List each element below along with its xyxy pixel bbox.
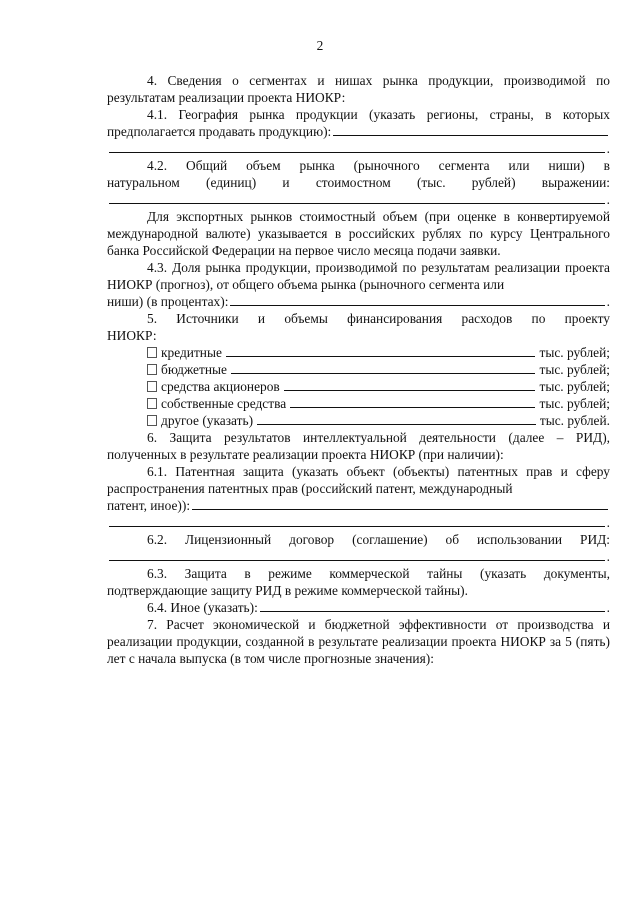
s4-export-note: Для экспортных рынков стоимостный объем (при оценке в конвертируемой международной валюте) указывается в российских рублях по курсу Центрального банка Российской Федерации на первое число месяца подачи заявки. <box>107 209 610 258</box>
s5-item-label: собственные средства <box>161 396 287 411</box>
s4-2-answer-line <box>107 191 610 208</box>
s5-item-blank[interactable] <box>231 361 536 374</box>
s4-2-end-dot: . <box>606 192 610 207</box>
s4-title-line1: 4. Сведения о сегментах и нишах рынка продукции, производимой по <box>147 73 610 88</box>
document-body <box>107 72 610 667</box>
s5-item-unit: тыс. рублей; <box>539 379 610 394</box>
s4-2-line2: натуральном (единиц) и стоимостном (тыс. рублей) выражении: <box>107 175 610 190</box>
s5-item-blank[interactable] <box>290 395 535 408</box>
s5-item-credit <box>107 344 610 361</box>
checkbox-icon[interactable] <box>147 381 157 392</box>
s6-4-end-dot: . <box>606 600 610 615</box>
s6-2-answer-line <box>107 548 610 565</box>
checkbox-icon[interactable] <box>147 415 157 426</box>
s5-item-unit: тыс. рублей; <box>539 362 610 377</box>
s5-item-unit: тыс. рублей; <box>539 396 610 411</box>
s4-1-label: предполагается продавать продукцию): <box>107 124 332 139</box>
s6-4-answer-line <box>107 599 610 616</box>
s5-item-shareholders <box>107 378 610 395</box>
s4-1-answer-line <box>107 123 610 140</box>
s6-4-label: 6.4. Иное (указать): <box>147 600 258 615</box>
s4-3-label: ниши) (в процентах): <box>107 294 229 309</box>
checkbox-icon[interactable] <box>147 364 157 375</box>
s4-1-blank2[interactable] <box>109 140 605 153</box>
s4-title-line2: результатам реализации проекта НИОКР: <box>107 90 346 105</box>
s4-3-text: 4.3. Доля рынка продукции, производимой по результатам реализации проекта НИОКР (прогноз), от общего объема рынка (рыночного сегмента или <box>107 260 610 292</box>
s4-1-line1: 4.1. География рынка продукции (указать регионы, страны, в которых <box>147 107 610 122</box>
s4-1-answer-line2 <box>107 140 610 157</box>
s5-item-other <box>107 412 610 429</box>
s6-title: 6. Защита результатов интеллектуальной деятельности (далее – РИД), полученных в результате реализации проекта НИОКР (при наличии): <box>107 430 610 462</box>
s4-3-answer-line <box>107 293 610 310</box>
s6-1-blank[interactable] <box>192 497 608 510</box>
s5-item-unit: тыс. рублей. <box>539 413 610 428</box>
s5-item-label: другое (указать) <box>161 413 254 428</box>
page-number: 2 <box>316 38 324 53</box>
s5-title-line1: 5. Источники и объемы финансирования расходов по проекту <box>147 311 610 326</box>
s5-item-label: кредитные <box>161 345 222 360</box>
s5-item-budget <box>107 361 610 378</box>
s6-1-answer-line <box>107 497 610 514</box>
s4-1-blank[interactable] <box>333 123 608 136</box>
s4-1-end-dot: . <box>606 141 610 156</box>
s7-text: 7. Расчет экономической и бюджетной эффективности от производства и реализации продукции, созданной в результате реализации проекта НИОКР за 5 (пять) лет с начала выпуска (в том числе прогнозные значения): <box>107 617 610 666</box>
checkbox-icon[interactable] <box>147 347 157 358</box>
s5-item-label: бюджетные <box>161 362 227 377</box>
s6-2-end-dot: . <box>606 549 610 564</box>
s5-title-line2: НИОКР: <box>107 328 157 343</box>
s6-1-answer-line2 <box>107 514 610 531</box>
s4-3-blank[interactable] <box>230 293 604 306</box>
s6-1-blank2[interactable] <box>109 514 605 527</box>
s6-3-text: 6.3. Защита в режиме коммерческой тайны (указать документы, подтверждающие защиту РИД в режиме коммерческой тайны). <box>107 566 610 598</box>
s4-3-end-dot: . <box>606 294 610 309</box>
s6-2-blank[interactable] <box>109 548 605 561</box>
s5-item-own-funds <box>107 395 610 412</box>
s5-item-blank[interactable] <box>284 378 536 391</box>
s5-item-blank[interactable] <box>226 344 536 357</box>
s4-2-line1: 4.2. Общий объем рынка (рыночного сегмента или ниши) в <box>147 158 610 173</box>
s6-1-end-dot: . <box>606 515 610 530</box>
s5-item-label: средства акционеров <box>161 379 280 394</box>
s6-1-text: 6.1. Патентная защита (указать объект (объекты) патентных прав и сферу распространения патентных прав (российский патент, международный <box>107 464 610 496</box>
s6-1-label: патент, иное)): <box>107 498 191 513</box>
s4-2-blank[interactable] <box>109 191 605 204</box>
s5-item-blank[interactable] <box>257 412 536 425</box>
checkbox-icon[interactable] <box>147 398 157 409</box>
s6-2-line: 6.2. Лицензионный договор (соглашение) об использовании РИД: <box>147 532 610 547</box>
s6-4-blank[interactable] <box>260 599 605 612</box>
s5-item-unit: тыс. рублей; <box>539 345 610 360</box>
